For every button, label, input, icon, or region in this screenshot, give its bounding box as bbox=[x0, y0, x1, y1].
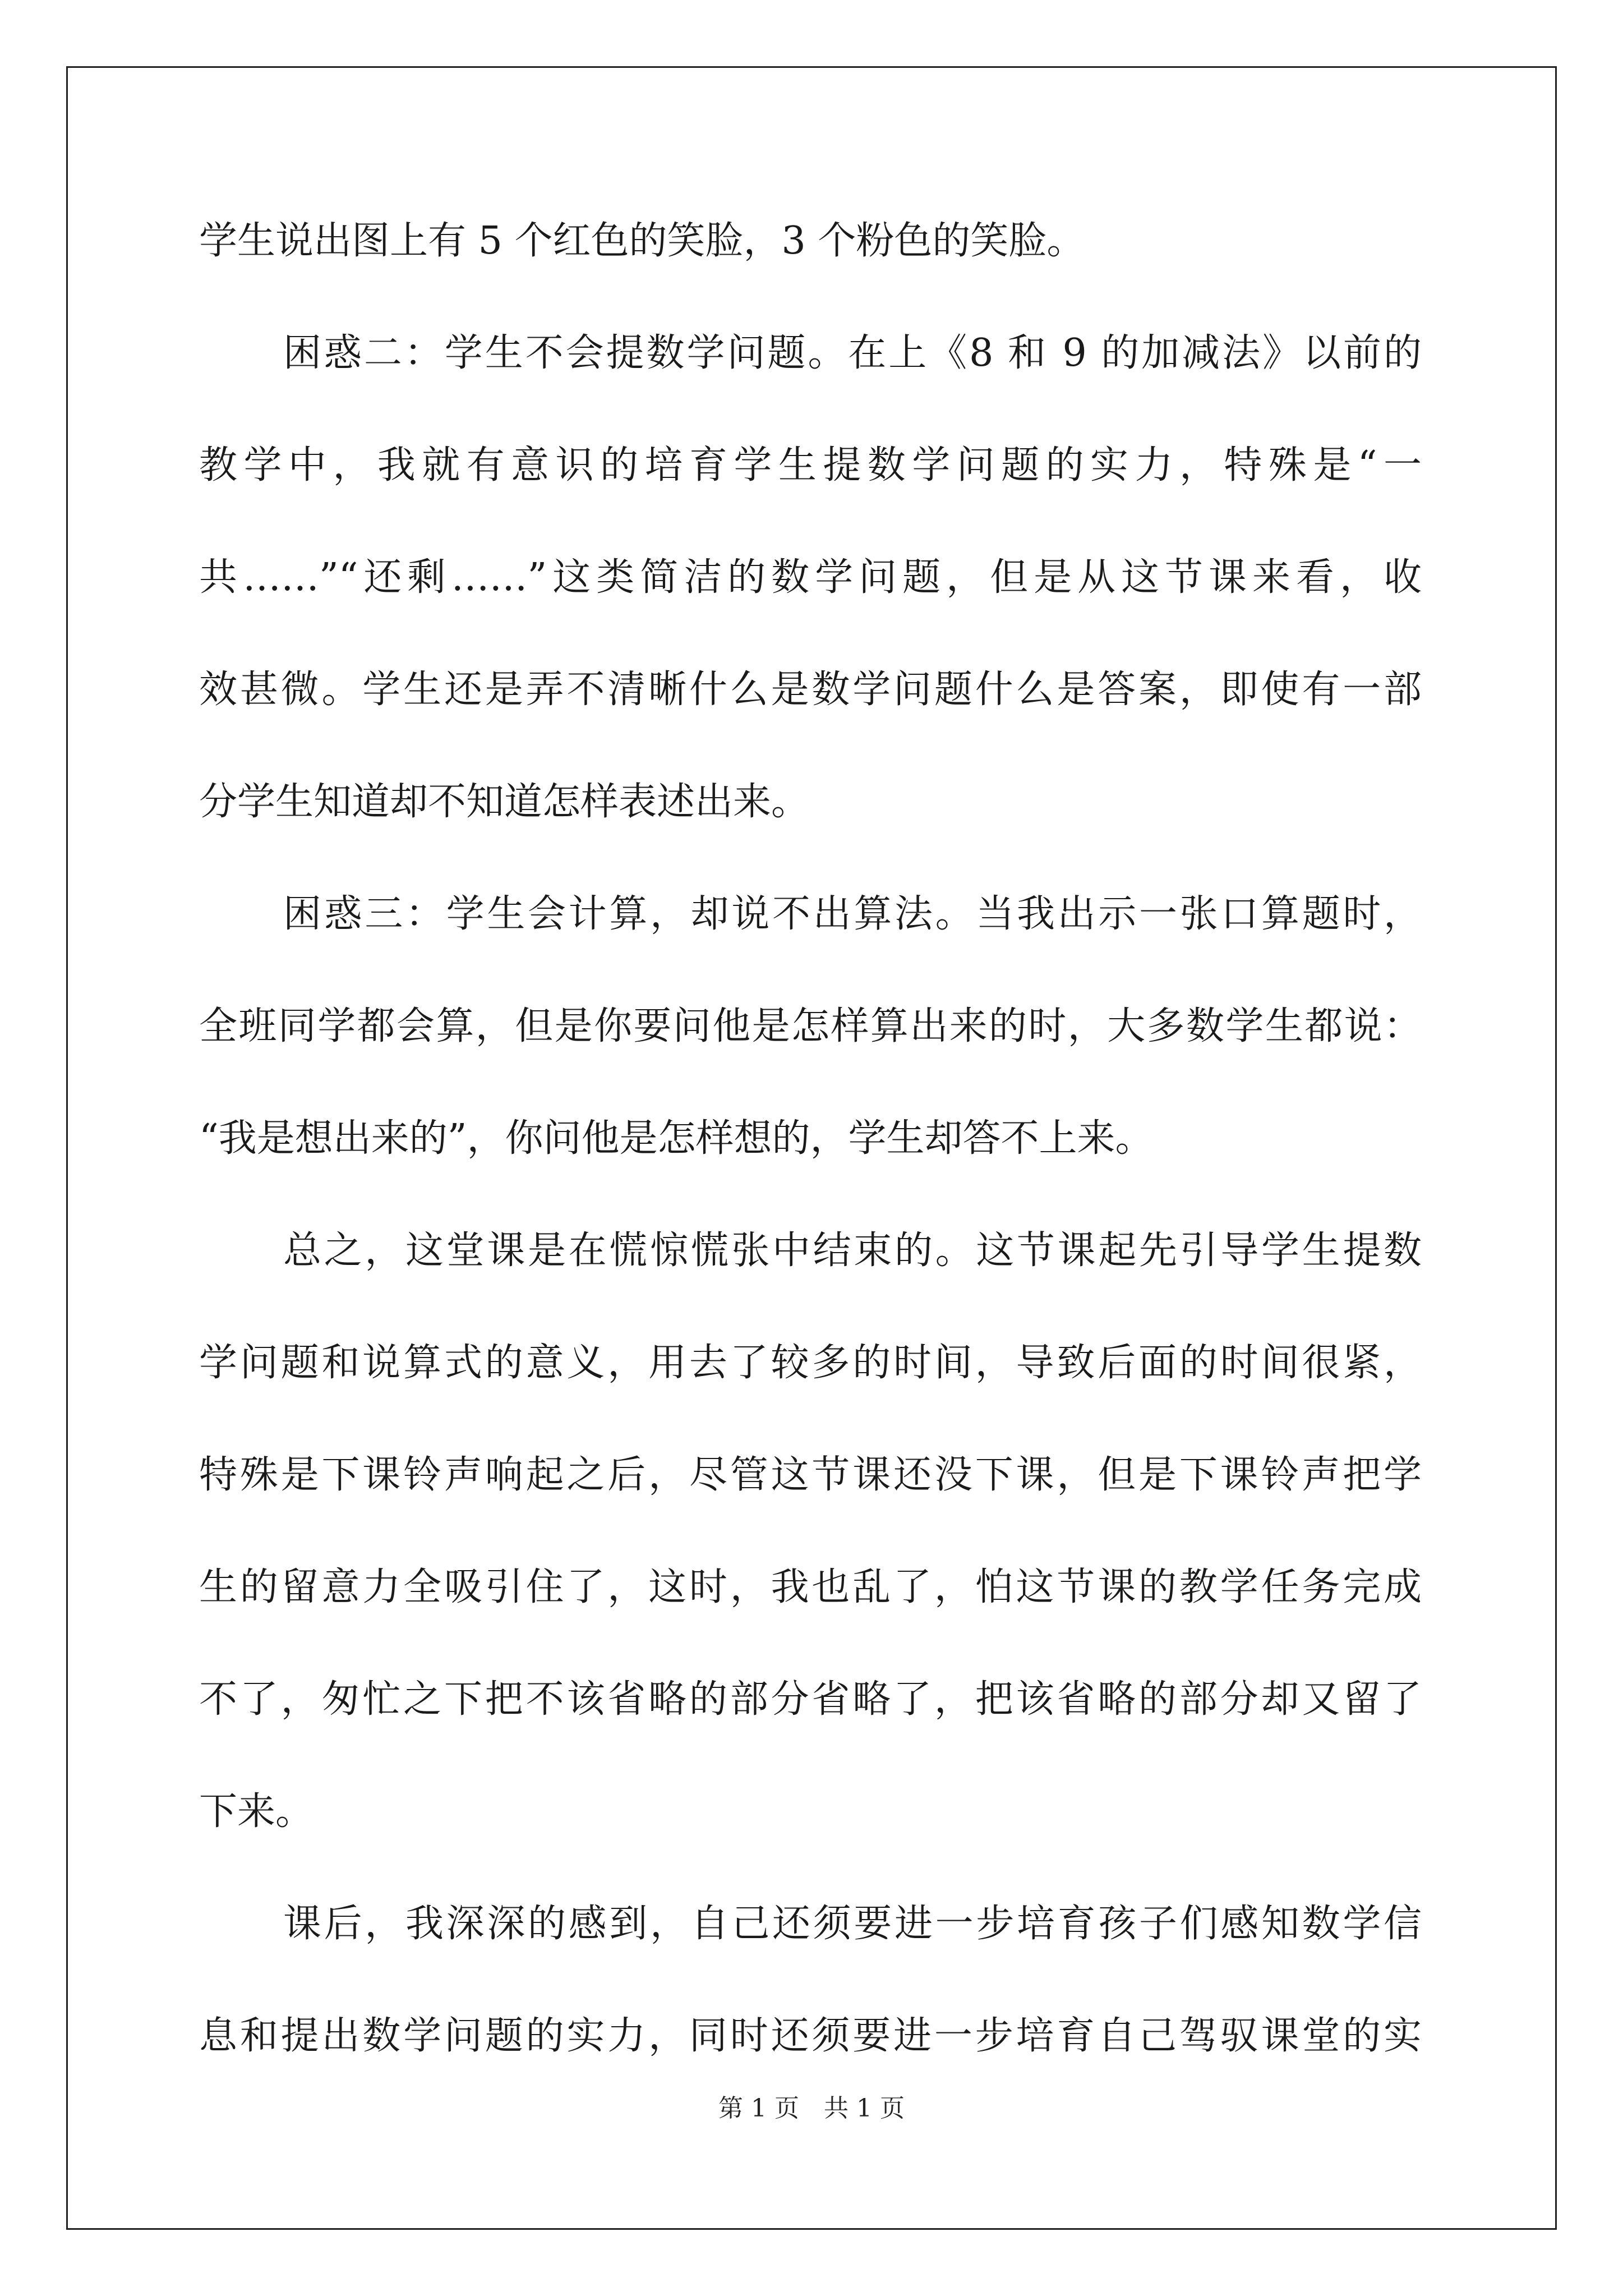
text-line: 全班同学都会算，但是你要问他是怎样算出来的时，大多数学生都说： bbox=[199, 1004, 1422, 1048]
text-line: 共……”“还剩……”这类简洁的数学问题，但是从这节课来看，收 bbox=[199, 555, 1422, 600]
paragraph-start-line: 困惑三：学生会计算，却说不出算法。当我出示一张口算题时， bbox=[283, 892, 1422, 936]
paragraph-start-line: 困惑二：学生不会提数学问题。在上《8 和 9 的加减法》以前的 bbox=[283, 331, 1422, 375]
text-line: 教学中，我就有意识的培育学生提数学问题的实力，特殊是“一 bbox=[199, 443, 1422, 487]
text-line: 生的留意力全吸引住了，这时，我也乱了，怕这节课的教学任务完成 bbox=[199, 1565, 1422, 1609]
text-line: 下来。 bbox=[199, 1789, 314, 1834]
paragraph-start-line: 课后，我深深的感到，自己还须要进一步培育孩子们感知数学信 bbox=[283, 1902, 1422, 1946]
text-line: 不了，匆忙之下把不该省略的部分省略了，把该省略的部分却又留了 bbox=[199, 1677, 1422, 1722]
paragraph-start-line: 总之，这堂课是在慌惊慌张中结束的。这节课起先引导学生提数 bbox=[283, 1228, 1422, 1273]
text-line: 效甚微。学生还是弄不清晰什么是数学问题什么是答案，即使有一部 bbox=[199, 668, 1422, 712]
text-line: 特殊是下课铃声响起之后，尽管这节课还没下课，但是下课铃声把学 bbox=[199, 1453, 1422, 1497]
text-line: 息和提出数学问题的实力，同时还须要进一步培育自己驾驭课堂的实 bbox=[199, 2014, 1422, 2058]
text-line: 学生说出图上有 5 个红色的笑脸，3 个粉色的笑脸。 bbox=[199, 219, 1085, 263]
page-number-footer: 第 1 页 共 1 页 bbox=[718, 2094, 905, 2123]
document-body bbox=[199, 208, 1422, 2115]
text-line: 分学生知道却不知道怎样表述出来。 bbox=[199, 780, 810, 824]
text-line: “我是想出来的”，你问他是怎样想的，学生却答不上来。 bbox=[199, 1116, 1154, 1161]
text-line: 学问题和说算式的意义，用去了较多的时间，导致后面的时间很紧， bbox=[199, 1341, 1422, 1385]
